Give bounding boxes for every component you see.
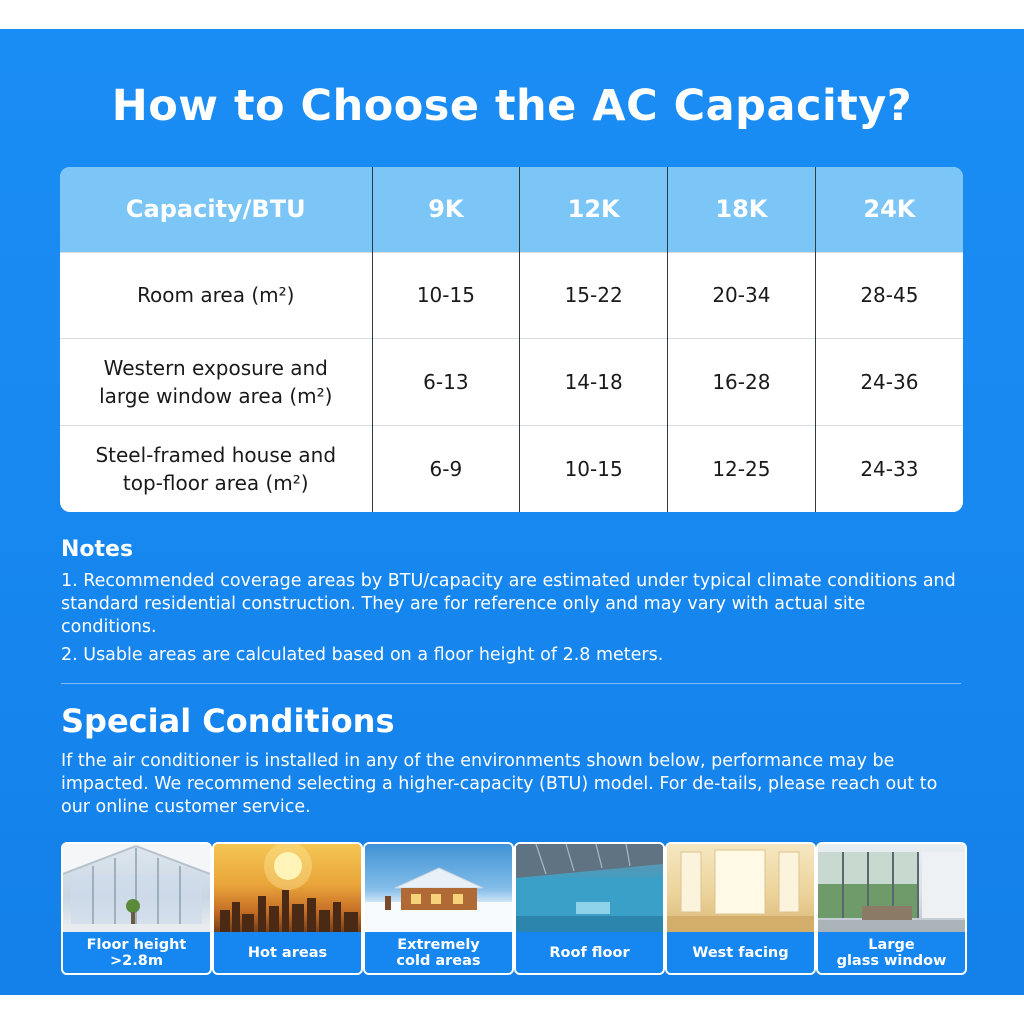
table-cell: 15-22: [520, 252, 668, 339]
card-label: West facing: [667, 932, 814, 973]
sun-city-image: [214, 844, 361, 934]
note-2: 2. Usable areas are calculated based on a floor height of 2.8 meters.: [61, 645, 664, 665]
card-label: Roof floor: [516, 932, 663, 973]
special-conditions-heading: Special Conditions: [61, 702, 395, 740]
card-hot-areas: [212, 842, 363, 975]
page-title: How to Choose the AC Capacity?: [111, 81, 913, 131]
capacity-table: [60, 167, 963, 512]
sunlit-room-image: [667, 844, 814, 934]
table-cell: 24-33: [815, 425, 963, 512]
card-label: Large glass window: [818, 932, 965, 973]
table-row: [60, 425, 963, 512]
header-9k: 9K: [372, 167, 520, 252]
high-ceiling-room-image: [63, 844, 210, 934]
table-cell: 28-45: [815, 252, 963, 339]
section-divider: [61, 683, 961, 684]
card-roof-floor: [514, 842, 665, 975]
card-cold-areas: [363, 842, 514, 975]
card-floor-height: [61, 842, 212, 975]
row-label: Western exposure and large window area (m²): [60, 339, 372, 426]
condition-cards: [61, 842, 963, 973]
header-12k: 12K: [520, 167, 668, 252]
table-cell: 16-28: [668, 339, 816, 426]
header-18k: 18K: [668, 167, 816, 252]
row-label: Room area (m²): [60, 252, 372, 339]
card-large-glass-window: [816, 842, 967, 975]
table-cell: 14-18: [520, 339, 668, 426]
table-cell: 10-15: [372, 252, 520, 339]
table-row: [60, 339, 963, 426]
card-label: Floor height >2.8m: [63, 932, 210, 973]
table-header-row: [60, 167, 963, 252]
snow-house-image: [365, 844, 512, 934]
notes-heading: Notes: [61, 537, 134, 562]
card-label: Extremely cold areas: [365, 932, 512, 973]
card-label: Hot areas: [214, 932, 361, 973]
glass-window-room-image: [818, 844, 965, 934]
special-conditions-text: If the air conditioner is installed in any of the environments shown below, performance may be impacted. We recommend selecting a higher-capacity (BTU) model. For de-tails, please reach out to our online customer service.: [61, 751, 938, 817]
row-label: Steel-framed house and top-floor area (m²): [60, 425, 372, 512]
table-cell: 12-25: [668, 425, 816, 512]
header-24k: 24K: [815, 167, 963, 252]
table-row: [60, 252, 963, 339]
note-1: 1. Recommended coverage areas by BTU/capacity are estimated under typical climate conditions and standard residential construction. They are for reference only and may vary with actual site conditions.: [61, 571, 956, 637]
card-west-facing: [665, 842, 816, 975]
header-capacity: Capacity/BTU: [125, 195, 306, 224]
table-cell: 20-34: [668, 252, 816, 339]
glass-roof-room-image: [516, 844, 663, 934]
table-cell: 6-9: [372, 425, 520, 512]
table-cell: 10-15: [520, 425, 668, 512]
table-cell: 24-36: [815, 339, 963, 426]
table-cell: 6-13: [372, 339, 520, 426]
